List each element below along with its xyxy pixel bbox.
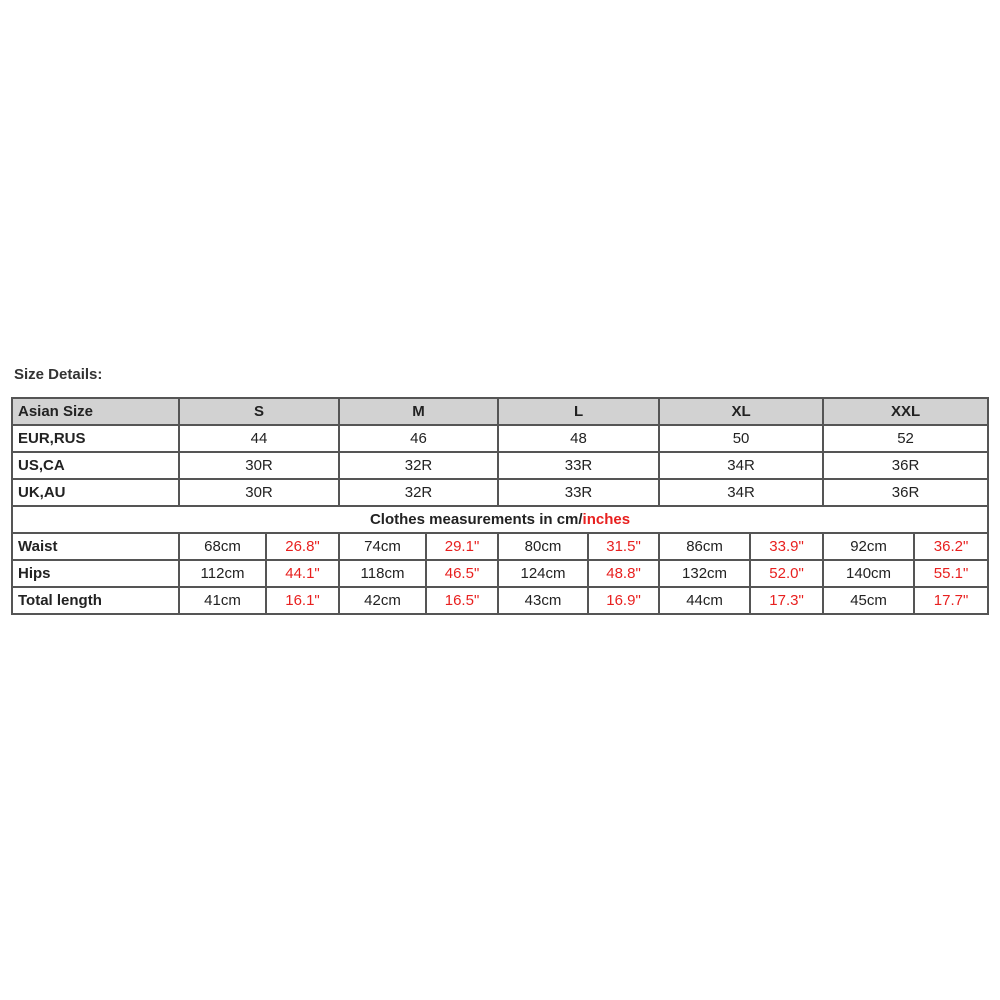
size-header-cell: S: [179, 398, 339, 425]
table-row: [12, 560, 988, 587]
table-row: [12, 533, 988, 560]
size-value-cell: 34R: [659, 452, 823, 479]
cm-value-cell: 68cm: [179, 533, 266, 560]
table-row: [12, 479, 988, 506]
size-header-cell: XXL: [823, 398, 988, 425]
size-value-cell: 50: [659, 425, 823, 452]
size-value-cell: 52: [823, 425, 988, 452]
size-value-cell: 33R: [498, 479, 659, 506]
cm-value-cell: 43cm: [498, 587, 588, 614]
inch-value-cell: 36.2": [914, 533, 988, 560]
size-chart-table: [11, 397, 989, 615]
inch-value-cell: 31.5": [588, 533, 659, 560]
cm-value-cell: 118cm: [339, 560, 426, 587]
inch-value-cell: 46.5": [426, 560, 498, 587]
inch-value-cell: 16.1": [266, 587, 339, 614]
section-suffix: inches: [582, 511, 631, 528]
row-label: US,CA: [12, 452, 179, 479]
header-row: [12, 398, 988, 425]
cm-value-cell: 42cm: [339, 587, 426, 614]
cm-value-cell: 132cm: [659, 560, 750, 587]
size-value-cell: 32R: [339, 452, 498, 479]
size-value-cell: 44: [179, 425, 339, 452]
cm-value-cell: 74cm: [339, 533, 426, 560]
cm-value-cell: 45cm: [823, 587, 914, 614]
size-value-cell: 48: [498, 425, 659, 452]
section-row: [12, 506, 988, 533]
inch-value-cell: 52.0": [750, 560, 823, 587]
inch-value-cell: 17.3": [750, 587, 823, 614]
cm-value-cell: 92cm: [823, 533, 914, 560]
size-value-cell: 30R: [179, 452, 339, 479]
inch-value-cell: 55.1": [914, 560, 988, 587]
header-label: Asian Size: [12, 398, 179, 425]
table-row: [12, 452, 988, 479]
size-header-cell: M: [339, 398, 498, 425]
cm-value-cell: 41cm: [179, 587, 266, 614]
cm-value-cell: 44cm: [659, 587, 750, 614]
inch-value-cell: 26.8": [266, 533, 339, 560]
cm-value-cell: 86cm: [659, 533, 750, 560]
cm-value-cell: 80cm: [498, 533, 588, 560]
cm-value-cell: 112cm: [179, 560, 266, 587]
size-header-cell: XL: [659, 398, 823, 425]
cm-value-cell: 124cm: [498, 560, 588, 587]
inch-value-cell: 48.8": [588, 560, 659, 587]
size-value-cell: 36R: [823, 452, 988, 479]
inch-value-cell: 29.1": [426, 533, 498, 560]
table-row: [12, 425, 988, 452]
row-label: Waist: [12, 533, 179, 560]
size-value-cell: 32R: [339, 479, 498, 506]
row-label: UK,AU: [12, 479, 179, 506]
section-heading: [12, 506, 988, 533]
inch-value-cell: 16.9": [588, 587, 659, 614]
row-label: EUR,RUS: [12, 425, 179, 452]
table-row: [12, 587, 988, 614]
inch-value-cell: 16.5": [426, 587, 498, 614]
row-label: Total length: [12, 587, 179, 614]
size-value-cell: 46: [339, 425, 498, 452]
size-header-cell: L: [498, 398, 659, 425]
row-label: Hips: [12, 560, 179, 587]
inch-value-cell: 17.7": [914, 587, 988, 614]
size-value-cell: 34R: [659, 479, 823, 506]
size-value-cell: 30R: [179, 479, 339, 506]
size-value-cell: 33R: [498, 452, 659, 479]
section-prefix: Clothes measurements in cm/: [369, 511, 583, 528]
inch-value-cell: 33.9": [750, 533, 823, 560]
page-title: Size Details:: [14, 366, 103, 383]
size-value-cell: 36R: [823, 479, 988, 506]
cm-value-cell: 140cm: [823, 560, 914, 587]
inch-value-cell: 44.1": [266, 560, 339, 587]
